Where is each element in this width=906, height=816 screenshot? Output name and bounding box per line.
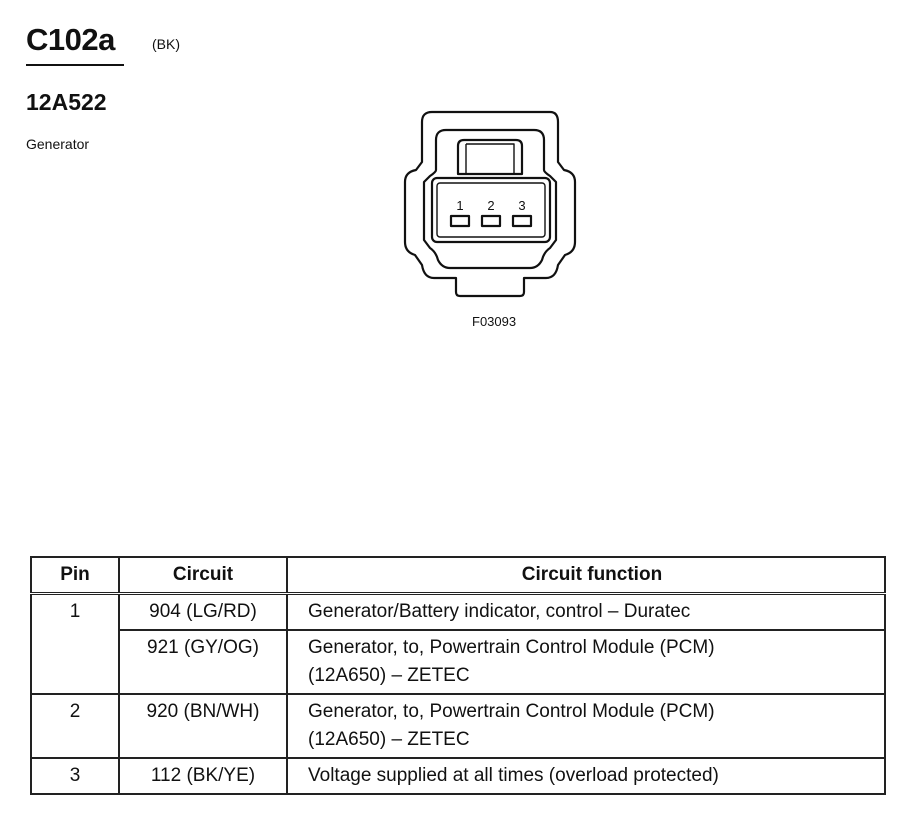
pin-cell: 2 [31, 694, 119, 758]
pin-terminal-3 [513, 216, 531, 226]
figure-code: F03093 [472, 314, 517, 329]
function-cell [287, 594, 885, 631]
function-line: Generator, to, Powertrain Control Module (PCM) [308, 701, 715, 722]
function-line: Generator/Battery indicator, control – Duratec [308, 601, 691, 622]
pin-table [30, 556, 886, 795]
pin-terminal-2 [482, 216, 500, 226]
function-line: Generator, to, Powertrain Control Module (PCM) [308, 637, 715, 658]
circuit-cell: 921 (GY/OG) [119, 630, 287, 694]
color-code: (BK) [152, 36, 180, 52]
header-pin: Pin [31, 557, 119, 594]
component-name: Generator [26, 136, 90, 152]
circuit-cell: 112 (BK/YE) [119, 758, 287, 794]
connector-face-diagram [360, 100, 620, 305]
table-header-row [31, 557, 885, 594]
function-line: (12A650) – ZETEC [308, 729, 470, 750]
function-cell [287, 694, 885, 758]
pin-label-3: 3 [518, 198, 526, 213]
table-row [31, 594, 885, 631]
pin-label-1: 1 [456, 198, 464, 213]
circuit-cell: 904 (LG/RD) [119, 594, 287, 631]
connector-id: C102a [26, 22, 115, 57]
table-row [31, 758, 885, 794]
header-circuit: Circuit [119, 557, 287, 594]
pin-cell: 3 [31, 758, 119, 794]
table-row [31, 694, 885, 758]
function-cell [287, 758, 885, 794]
circuit-cell: 920 (BN/WH) [119, 694, 287, 758]
pin-terminal-1 [451, 216, 469, 226]
table-row [31, 630, 885, 694]
function-line: (12A650) – ZETEC [308, 665, 470, 686]
function-cell [287, 630, 885, 694]
pin-cell: 1 [31, 594, 119, 695]
part-number: 12A522 [26, 89, 107, 115]
locking-tab [458, 140, 522, 174]
title-underline [26, 64, 124, 66]
pin-label-2: 2 [487, 198, 495, 213]
header-circuit-function: Circuit function [287, 557, 885, 594]
function-line: Voltage supplied at all times (overload protected) [308, 765, 719, 786]
